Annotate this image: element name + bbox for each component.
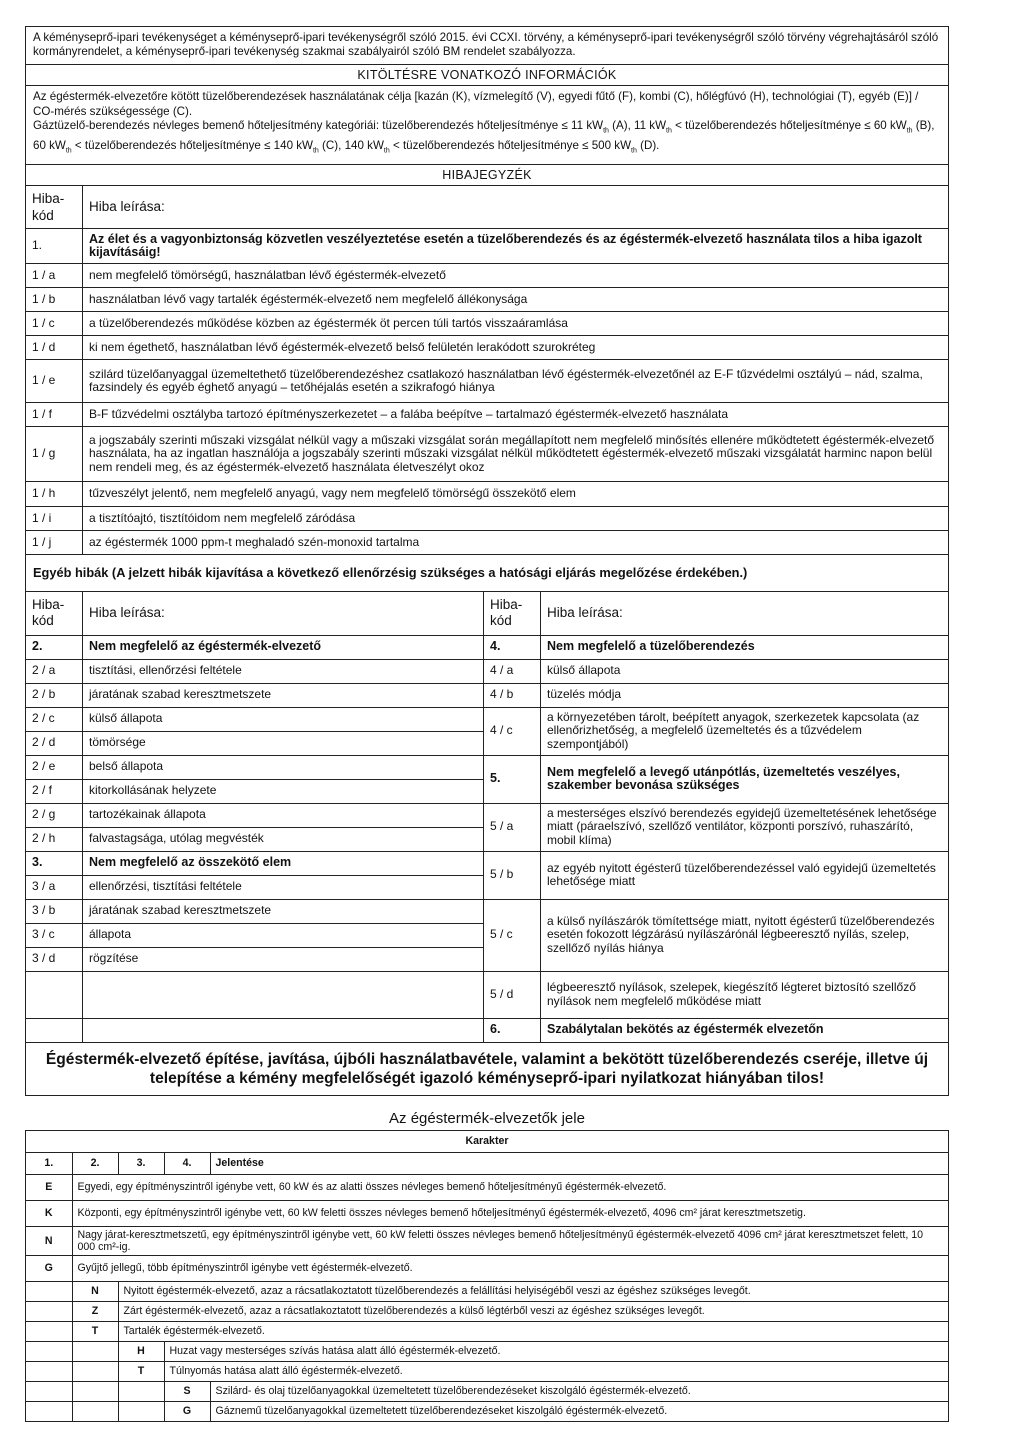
subscript-th: th <box>312 147 319 155</box>
column-header-code: Hiba-kód <box>26 186 83 229</box>
symbol-meaning: Tartalék égéstermék-elvezető. <box>118 1321 948 1341</box>
error-description: a jogszabály szerinti műszaki vizsgálat nélkül vagy a műszaki vizsgálat során megállapított nem megfelelő minősítés ellenére működtetett égéstermék-elvezető használata, ha az ingatlan használója a jogszabály szerinti műszaki vizsgálat nélkül működtetett égéstermék-elvezető műszaki vizsgálatát harminc napon belül nem rendeli meg, és az égéstermék-elvezető használata életveszélyt okoz <box>83 427 949 482</box>
subscript-th: th <box>906 127 913 135</box>
column-header-code: Hiba-kód <box>26 592 83 635</box>
error-code: 3 / d <box>26 947 83 971</box>
symbol-key: E <box>26 1174 72 1200</box>
error-code: 2 / f <box>26 779 83 803</box>
error-code: 1 / e <box>26 360 83 403</box>
empty-cell <box>26 1361 72 1381</box>
table-row <box>26 851 948 875</box>
symbols-box <box>25 1130 949 1422</box>
error-description: kitorkollásának helyzete <box>83 779 484 803</box>
empty-cell <box>83 971 484 1018</box>
table-row <box>26 755 948 779</box>
error-description: az egyéb nyitott égésterű tüzelőberendezéssel való egyidejű üzemeltetés lehetősége miatt <box>541 851 949 899</box>
info-title: KITÖLTÉSRE VONATKOZÓ INFORMÁCIÓK <box>26 65 948 86</box>
table-row <box>26 1321 948 1341</box>
error-description: Nem megfelelő az összekötő elem <box>83 851 484 875</box>
empty-cell <box>26 1381 72 1401</box>
error-code: 6. <box>484 1018 541 1042</box>
error-code: 3 / a <box>26 875 83 899</box>
subscript-th: th <box>631 147 637 155</box>
intro-text: A kéményseprő-ipari tevékenységet a kéményseprő-ipari tevékenységről szóló 2015. évi CCXI. törvény, a kéményseprő-ipari tevékenységről szóló törvény végrehajtásáról szóló kormányrendelet, a kéményseprő-ipari tevékenység szakmai szabályairól szóló BM rendelet szabályozza. <box>26 27 948 65</box>
column-header-4: 4. <box>164 1152 210 1174</box>
table-row <box>26 1255 948 1281</box>
symbol-key: G <box>164 1401 210 1421</box>
info-text: Gáztüzelő-berendezés névleges bemenő hőteljesítmény kategóriái: tüzelőberendezés hőteljesítménye ≤ 11 kW <box>33 119 604 132</box>
symbol-meaning: Egyedi, egy építményszintről igénybe vett, 60 kW és az alatti összes névleges bemenő hőteljesítményű égéstermék-elvezető. <box>72 1174 948 1200</box>
table-row <box>26 312 948 336</box>
symbol-key: N <box>72 1281 118 1301</box>
empty-cell <box>72 1401 118 1421</box>
error-code: 3. <box>26 851 83 875</box>
empty-cell <box>26 1321 72 1341</box>
column-header-code: Hiba-kód <box>484 592 541 635</box>
other-errors-heading: Egyéb hibák (A jelzett hibák kijavítása a következő ellenőrzésig szükséges a hatósági eljárás megelőzése érdekében.) <box>26 554 948 592</box>
empty-cell <box>26 1301 72 1321</box>
column-header-description: Hiba leírása: <box>83 186 949 229</box>
error-code: 1 / i <box>26 507 83 531</box>
error-description: használatban lévő vagy tartalék égéstermék-elvezető nem megfelelő állékonysága <box>83 288 949 312</box>
empty-cell <box>83 1018 484 1042</box>
info-text: (D). <box>636 138 660 152</box>
table-row <box>26 899 948 923</box>
error-description: külső állapota <box>83 707 484 731</box>
symbol-key: T <box>118 1361 164 1381</box>
table-header-row <box>26 592 948 635</box>
error-description: ellenőrzési, tisztítási feltétele <box>83 875 484 899</box>
symbol-meaning: Túlnyomás hatása alatt álló égéstermék-elvezető. <box>164 1361 948 1381</box>
error-code: 2 / b <box>26 683 83 707</box>
error-description: légbeeresztő nyílások, szelepek, kiegészítő légteret biztosító szellőző nyílások nem megfelelő működése miatt <box>541 971 949 1018</box>
info-paragraph-purpose: Az égéstermék-elvezetőre kötött tüzelőberendezések használatának célja [kazán (K), vízmelegítő (V), egyedi fűtő (F), kombi (C), hőlégfúvó (H), technológiai (T), egyéb (E)] / CO-mérés szükségessége (C). <box>33 90 919 118</box>
error-code: 3 / b <box>26 899 83 923</box>
symbol-meaning: Nagy járat-keresztmetszetű, egy építményszintről igénybe vett, 60 kW feletti összes névleges bemenő hőteljesítményű égéstermék-elvezető 4096 cm² járat keresztmetszet felett, 10 000 cm²-ig. <box>72 1226 948 1255</box>
error-code: 1 / a <box>26 264 83 288</box>
error-description: Nem megfelelő a levegő utánpótlás, üzemeltetés veszélyes, szakember bevonása szükséges <box>541 755 949 803</box>
error-code: 1 / c <box>26 312 83 336</box>
subscript-th: th <box>383 147 390 155</box>
error-code: 2 / e <box>26 755 83 779</box>
form-main-box <box>25 26 949 1096</box>
table-row <box>26 336 948 360</box>
error-code: 1 / b <box>26 288 83 312</box>
error-code: 5 / a <box>484 803 541 851</box>
empty-cell <box>26 1281 72 1301</box>
error-description: tüzelés módja <box>541 683 949 707</box>
flue-symbols-table <box>26 1131 948 1421</box>
symbol-key: T <box>72 1321 118 1341</box>
column-header-1: 1. <box>26 1152 72 1174</box>
info-text: (C), 140 kW <box>318 138 384 152</box>
subscript-th: th <box>603 127 609 135</box>
symbol-key: S <box>164 1381 210 1401</box>
symbol-key: H <box>118 1341 164 1361</box>
error-code: 4 / a <box>484 659 541 683</box>
error-description: ki nem égethető, használatban lévő égéstermék-elvezető belső felületén lerakódott szurokréteg <box>83 336 949 360</box>
symbol-meaning: Zárt égéstermék-elvezető, azaz a rácsatlakoztatott tüzelőberendezés a külső légtérből veszi az égéshez szükséges levegőt. <box>118 1301 948 1321</box>
symbol-meaning: Központi, egy építményszintről igénybe vett, 60 kW feletti összes névleges bemenő hőteljesítményű égéstermék-elvezető, 4096 cm² járat keresztmetszetig. <box>72 1200 948 1226</box>
table-row <box>26 1018 948 1042</box>
error-description: a tisztítóajtó, tisztítóidom nem megfelelő záródása <box>83 507 949 531</box>
empty-cell <box>26 971 83 1018</box>
error-description: tartozékainak állapota <box>83 803 484 827</box>
column-header-character: Karakter <box>26 1131 948 1152</box>
table-row <box>26 971 948 1018</box>
error-code: 2 / h <box>26 827 83 851</box>
symbol-meaning: Gáznemű tüzelőanyagokkal üzemeltetett tüzelőberendezéseket kiszolgáló égéstermék-elvezető. <box>210 1401 948 1421</box>
error-description: nem megfelelő tömörségű, használatban lévő égéstermék-elvezető <box>83 264 949 288</box>
error-code: 1 / f <box>26 403 83 427</box>
table-row <box>26 1381 948 1401</box>
error-description: tisztítási, ellenőrzési feltétele <box>83 659 484 683</box>
error-code: 5 / b <box>484 851 541 899</box>
error-code: 1 / h <box>26 482 83 507</box>
error-code: 2 / a <box>26 659 83 683</box>
error-description: az égéstermék 1000 ppm-t meghaladó szén-monoxid tartalma <box>83 531 949 555</box>
error-code: 2. <box>26 635 83 659</box>
table-header-row <box>26 186 948 229</box>
info-section <box>26 86 948 165</box>
error-code: 5 / c <box>484 899 541 971</box>
other-errors-table <box>26 592 948 1043</box>
symbol-key: Z <box>72 1301 118 1321</box>
subscript-th: th <box>666 127 672 135</box>
info-text: (A), 11 kW <box>608 119 667 132</box>
table-row <box>26 635 948 659</box>
error-description: a környezetében tárolt, beépített anyagok, szerkezetek kapcsolata (az ellenőrizhetőség, a megfelelő üzemeltetés és a tűzvédelem szempontjából) <box>541 707 949 755</box>
error-description: falvastagsága, utólag megvésték <box>83 827 484 851</box>
table-row <box>26 1281 948 1301</box>
critical-errors-table <box>26 186 948 556</box>
table-row <box>26 683 948 707</box>
symbols-title: Az égéstermék-elvezetők jele <box>389 1110 585 1127</box>
error-description: tűzveszélyt jelentő, nem megfelelő anyagú, vagy nem megfelelő tömörségű összekötő elem <box>83 482 949 507</box>
symbol-key: G <box>26 1255 72 1281</box>
empty-cell <box>118 1381 164 1401</box>
empty-cell <box>26 1018 83 1042</box>
column-header-3: 3. <box>118 1152 164 1174</box>
table-row <box>26 1301 948 1321</box>
column-header-description: Hiba leírása: <box>541 592 949 635</box>
error-description: Az élet és a vagyonbiztonság közvetlen veszélyeztetése esetén a tüzelőberendezés és az égéstermék-elvezető használata tilos a hiba igazolt kijavításáig! <box>83 229 949 264</box>
error-description: a külső nyílászárók tömítettsége miatt, nyitott égésterű tüzelőberendezés esetén fokozott légzárású nyílászárónál légbeeresztő nyílás, szelep, szellőző nyílás hiánya <box>541 899 949 971</box>
table-row <box>26 229 948 264</box>
error-description: járatának szabad keresztmetszete <box>83 683 484 707</box>
symbol-key: K <box>26 1200 72 1226</box>
error-description: a tüzelőberendezés működése közben az égéstermék öt percen túli tartós visszaáramlása <box>83 312 949 336</box>
table-row <box>26 1361 948 1381</box>
error-description: rögzítése <box>83 947 484 971</box>
table-row <box>26 1200 948 1226</box>
error-code: 1. <box>26 229 83 264</box>
table-row <box>26 803 948 827</box>
table-row <box>26 427 948 482</box>
error-description: Nem megfelelő a tüzelőberendezés <box>541 635 949 659</box>
error-code: 4. <box>484 635 541 659</box>
empty-cell <box>26 1401 72 1421</box>
empty-cell <box>72 1381 118 1401</box>
error-code: 5. <box>484 755 541 803</box>
error-code: 1 / g <box>26 427 83 482</box>
table-row <box>26 1226 948 1255</box>
error-description: külső állapota <box>541 659 949 683</box>
info-text: < tüzelőberendezés hőteljesítménye ≤ 500 kW <box>389 138 632 152</box>
error-description: tömörsége <box>83 731 484 755</box>
error-code: 2 / g <box>26 803 83 827</box>
installation-warning: Égéstermék-elvezető építése, javítása, újbóli használatbavétele, valamint a bekötött tüzelőberendezés cseréje, illetve új telepítése a kémény megfelelőségét igazoló kéményseprő-ipari nyilatkozat hiányában tilos! <box>26 1042 948 1095</box>
info-text: (B), 60 kW <box>33 119 935 152</box>
error-code: 3 / c <box>26 923 83 947</box>
table-row <box>26 482 948 507</box>
table-row <box>26 531 948 555</box>
table-row <box>26 507 948 531</box>
error-code: 5 / d <box>484 971 541 1018</box>
info-text: < tüzelőberendezés hőteljesítménye ≤ 60 kW <box>671 119 907 132</box>
column-header-description: Hiba leírása: <box>83 592 484 635</box>
table-header-row <box>26 1131 948 1152</box>
table-row <box>26 707 948 731</box>
table-row <box>26 1341 948 1361</box>
table-row <box>26 360 948 403</box>
empty-cell <box>72 1341 118 1361</box>
table-row <box>26 264 948 288</box>
error-description: a mesterséges elszívó berendezés egyidejű üzemeltetésének lehetősége miatt (páraelszívó, szellőző ventilátor, központi porszívó, ruhaszárító, mobil klíma) <box>541 803 949 851</box>
table-row <box>26 403 948 427</box>
error-description: Szabálytalan bekötés az égéstermék elvezetőn <box>541 1018 949 1042</box>
column-header-2: 2. <box>72 1152 118 1174</box>
table-row <box>26 1174 948 1200</box>
error-code: 1 / j <box>26 531 83 555</box>
table-header-row <box>26 1152 948 1174</box>
error-code: 2 / d <box>26 731 83 755</box>
error-code: 1 / d <box>26 336 83 360</box>
info-paragraph-categories <box>33 119 941 159</box>
table-row <box>26 659 948 683</box>
error-code: 4 / b <box>484 683 541 707</box>
error-code: 2 / c <box>26 707 83 731</box>
error-description: állapota <box>83 923 484 947</box>
error-description: szilárd tüzelőanyaggal üzemeltethető tüzelőberendezéshez csatlakozó használatban lévő égéstermék-elvezetőnél az E-F tűzvédelmi osztályú – nád, szalma, fazsindely és egyéb éghető anyagú – tetőhéjalás esetén a szikrafogó hiánya <box>83 360 949 403</box>
symbol-meaning: Szilárd- és olaj tüzelőanyagokkal üzemeltetett tüzelőberendezéseket kiszolgáló égéstermék-elvezető. <box>210 1381 948 1401</box>
error-description: belső állapota <box>83 755 484 779</box>
error-description: B-F tűzvédelmi osztályba tartozó építményszerkezetet – a falába beépítve – tartalmazó égéstermék-elvezető használata <box>83 403 949 427</box>
info-text: < tüzelőberendezés hőteljesítménye ≤ 140 kW <box>71 138 313 152</box>
subscript-th: th <box>65 147 72 155</box>
table-row <box>26 288 948 312</box>
column-header-meaning: Jelentése <box>210 1152 948 1174</box>
table-row <box>26 1401 948 1421</box>
symbol-key: N <box>26 1226 72 1255</box>
error-code: 4 / c <box>484 707 541 755</box>
error-list-title: HIBAJEGYZÉK <box>26 165 948 186</box>
empty-cell <box>26 1341 72 1361</box>
empty-cell <box>118 1401 164 1421</box>
symbol-meaning: Gyűjtő jellegű, több építményszintről igénybe vett égéstermék-elvezető. <box>72 1255 948 1281</box>
error-description: járatának szabad keresztmetszete <box>83 899 484 923</box>
error-description: Nem megfelelő az égéstermék-elvezető <box>83 635 484 659</box>
symbol-meaning: Nyitott égéstermék-elvezető, azaz a rácsatlakoztatott tüzelőberendezés a felállítási helyiségéből veszi az égéshez szükséges levegőt. <box>118 1281 948 1301</box>
empty-cell <box>72 1361 118 1381</box>
symbol-meaning: Huzat vagy mesterséges szívás hatása alatt álló égéstermék-elvezető. <box>164 1341 948 1361</box>
